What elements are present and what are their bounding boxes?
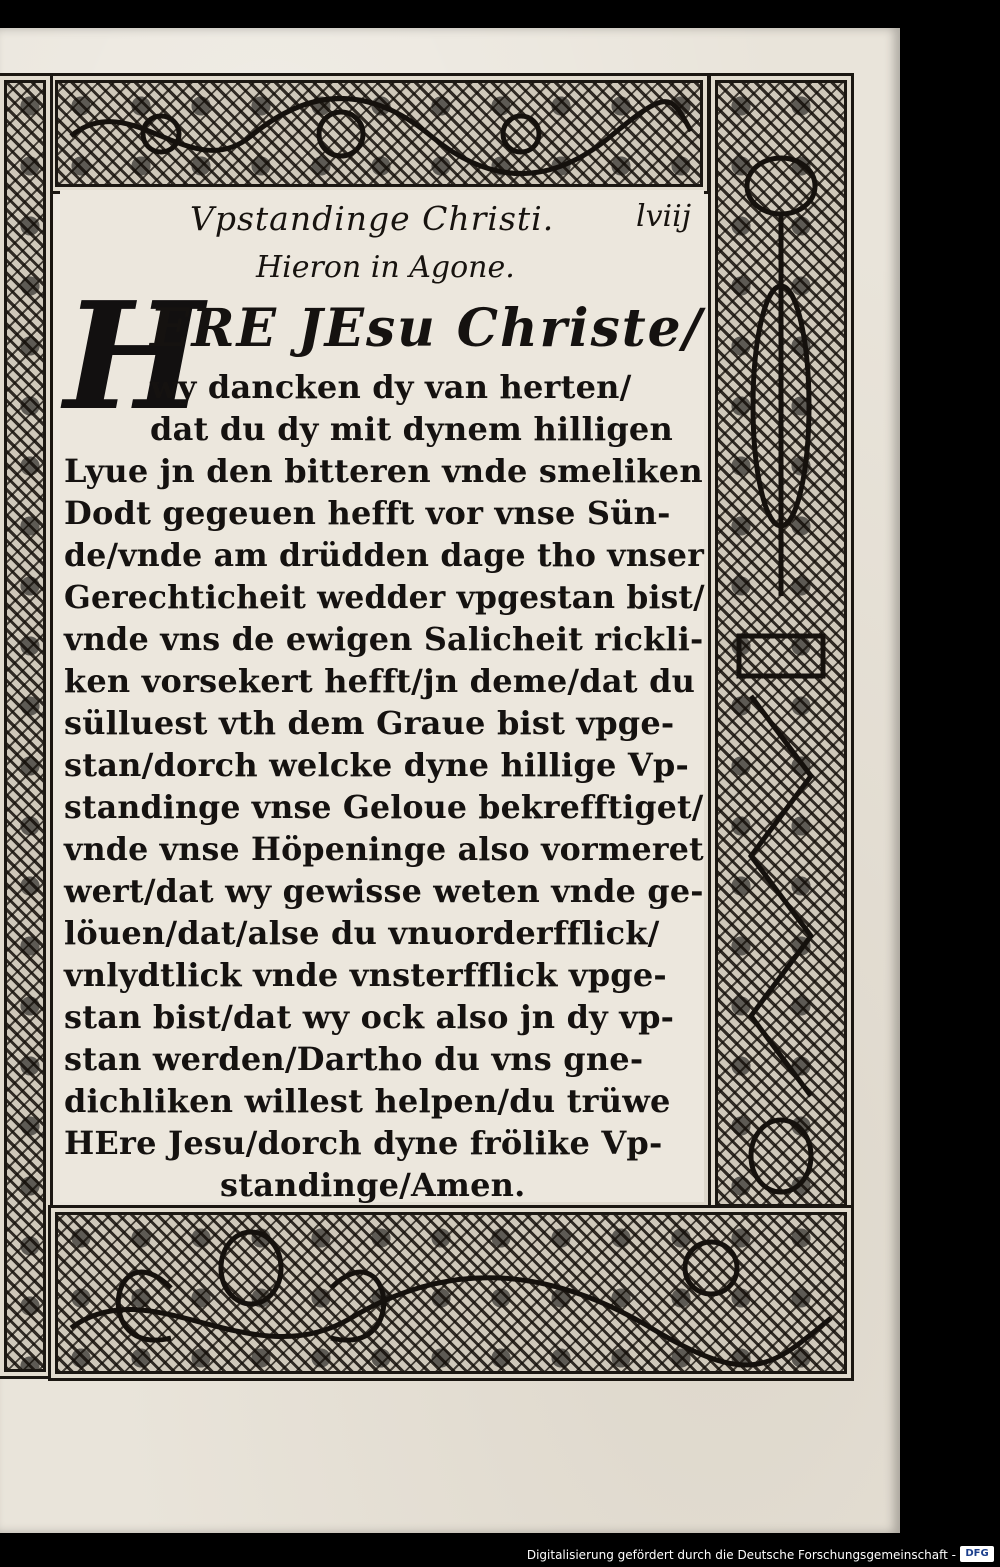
prayer-opening-line: ERE JEsu Christe/ — [150, 298, 704, 359]
woodcut-border-right — [708, 73, 854, 1214]
prayer-line: vnlydtlick vnde vnsterfflick vpge- — [64, 956, 667, 994]
prayer-line: stan werden/Dartho du vns gne- — [64, 1040, 644, 1078]
prayer-line: HEre Jesu/dorch dyne frölike Vp- — [64, 1124, 663, 1162]
folio-number: lviij — [636, 199, 692, 234]
prayer-line: löuen/dat/alse du vnuorderfflick/ — [64, 914, 660, 952]
prayer-line: vnde vns de ewigen Salicheit rickli- — [64, 620, 704, 658]
prayer-line: standinge vnse Geloue bekrefftiget/ — [64, 788, 704, 826]
ornament-vines-top — [51, 76, 707, 191]
prayer-closing-line: standinge/Amen. — [220, 1166, 526, 1204]
prayer-line: Dodt gegeuen hefft vor vnse Sün- — [64, 494, 671, 532]
ornament-figure-column — [711, 76, 851, 1211]
prayer-line: vnde vnse Höpeninge also vormeret — [64, 830, 704, 868]
prayer-line: wert/dat wy gewisse weten vnde ge- — [64, 872, 704, 910]
prayer-line: stan/dorch welcke dyne hillige Vp- — [64, 746, 689, 784]
dfg-logo: DFG — [960, 1546, 994, 1562]
woodcut-border-left — [0, 73, 53, 1379]
running-head: Vpstandinge Christi. — [190, 199, 555, 238]
woodcut-border-bottom — [48, 1205, 854, 1381]
prayer-line: dichliken willest helpen/du trüwe — [64, 1082, 671, 1120]
prayer-line: stan bist/dat wy ock also jn dy vp- — [64, 998, 675, 1036]
prayer-line: de/vnde am drüdden dage tho vnser — [64, 536, 705, 574]
funding-credit: Digitalisierung gefördert durch die Deutsche Forschungsgemeinschaft - — [526, 1548, 956, 1562]
prayer-line: dat du dy mit dynem hilligen — [150, 410, 673, 448]
prayer-line: ken vorsekert hefft/jn deme/dat du — [64, 662, 696, 700]
prayer-subtitle: Hieron in Agone. — [256, 250, 515, 285]
prayer-line: Lyue jn den bitteren vnde smeliken — [64, 452, 703, 490]
woodcut-border-top — [48, 73, 710, 194]
decorated-initial: H — [64, 269, 204, 443]
prayer-line: sülluest vth dem Graue bist vpge- — [64, 704, 675, 742]
prayer-line: wy dancken dy van herten/ — [150, 368, 632, 406]
prayer-line: Gerechticheit wedder vpgestan bist/ — [64, 578, 705, 616]
ornament-face-acanthus — [51, 1208, 851, 1378]
